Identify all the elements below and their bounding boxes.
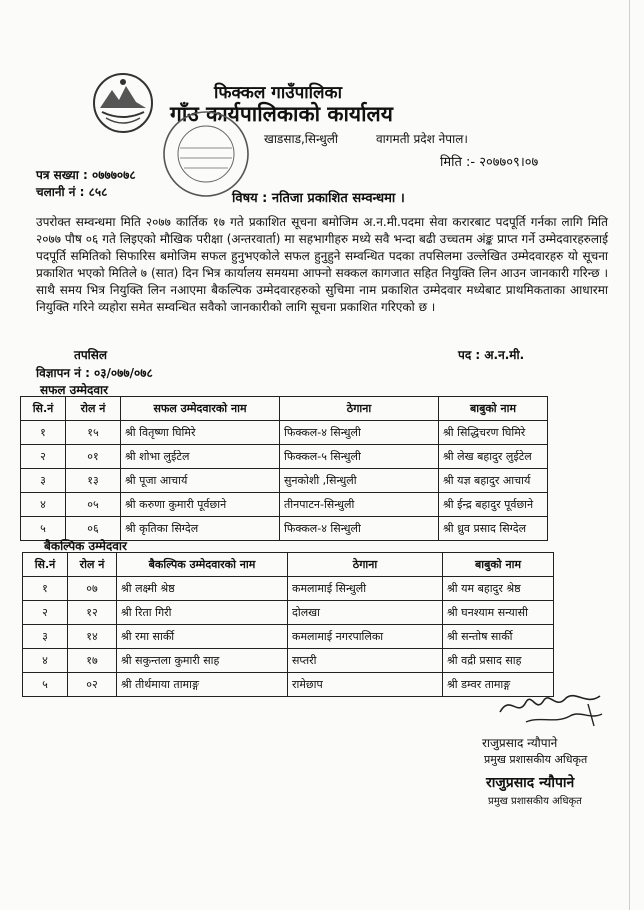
alternate-title: बैकल्पिक उम्मेदवार	[44, 539, 127, 553]
cell-sn: ३	[21, 469, 66, 493]
cell-roll: ०५	[66, 493, 121, 517]
cell-father: श्री सिद्धिचरण घिमिरे	[439, 421, 548, 445]
cell-sn: २	[23, 601, 68, 625]
signatory-name: राजुप्रसाद न्यौपाने	[482, 736, 558, 750]
cell-name: श्री तीर्थमाया तामाङ्ग	[117, 673, 288, 697]
patra-sankhya: पत्र सख्या : ०७७७०७८	[36, 168, 136, 182]
cell-address: सप्तरी	[288, 649, 443, 673]
cell-name: श्री करुणा कुमारी पूर्वछाने	[121, 493, 280, 517]
table-row	[21, 421, 548, 445]
handwritten-signature	[496, 688, 606, 730]
office-title: गाँउ कार्यपालिकाको कार्यालय	[170, 102, 393, 126]
office-address: खाडसाड,सिन्धुली	[264, 132, 338, 146]
successful-title: सफल उम्मेदवार	[40, 383, 109, 397]
signatory-stamp-name: राजुप्रसाद न्यौपाने	[486, 775, 575, 791]
alternate-table	[22, 552, 554, 697]
col-father: बाबुको नाम	[439, 397, 548, 421]
col-roll: रोल नं	[68, 553, 117, 577]
cell-father: श्री ईन्द्र बहादुर पूर्वछाने	[439, 493, 548, 517]
col-address: ठेगाना	[288, 553, 443, 577]
signatory-role: प्रमुख प्रशासकीय अधिकृत	[484, 753, 588, 766]
col-father: बाबुको नाम	[443, 553, 554, 577]
cell-roll: १२	[68, 601, 117, 625]
cell-name: श्री पूजा आचार्य	[121, 469, 280, 493]
nepal-emblem-icon	[92, 72, 154, 134]
table-row	[21, 469, 548, 493]
body-paragraph: उपरोक्त सम्वन्धमा मिति २०७७ कार्तिक १७ गते प्रकाशित सूचना बमोजिम अ.न.मी.पदमा सेवा करारबाट पदपूर्ति गर्नका लागि मिति २०७७ पौष ०६ गते लिइएको मौखिक परीक्षा (अन्तरवार्ता) मा सहभागीहरु मध्ये सवै भन्दा बढी उच्चतम अंङ्क प्राप्त गर्ने उम्मेदवारहरुलाई पदपूर्ति समितिको सिफारिस बमोजिम सफल हुनुभएकोले सफल हुनुहुने सम्वन्धित पदका तपसिलमा उल्लेखित उम्मेदवारहरु यो सूचना प्रकाशित भएको मितिले ७ (सात) दिन भित्र कार्यालय समयमा आफ्नो सक्कल कागजात सहित नियुक्ति लिन आउन जानकारी गरिन्छ । साथै समय भित्र नियुक्ति लिन नआएमा बैकल्पिक उम्मेदवारहरुको सुचिमा नाम प्रकाशित उम्मेदवार मध्येबाट प्राथमिकताका आधारमा नियुक्ति गरिने व्यहोरा समेत सम्वन्धित सवैको जानकारीको लागि सूचना प्रकाशित गरिएको छ ।	[36, 215, 608, 314]
cell-name: श्री सकुन्तला कुमारी साह	[117, 649, 288, 673]
cell-address: रामेछाप	[288, 673, 443, 697]
cell-address: फिक्कल-४ सिन्धुली	[280, 517, 439, 541]
cell-father: श्री ध्रुव प्रसाद सिग्देल	[439, 517, 548, 541]
cell-sn: ५	[21, 517, 66, 541]
cell-address: सुनकोशी ,सिन्धुली	[280, 469, 439, 493]
table-row	[21, 493, 548, 517]
table-row	[23, 673, 554, 697]
cell-address: कमलामाई सिन्धुली	[288, 577, 443, 601]
cell-address: दोलखा	[288, 601, 443, 625]
successful-table	[20, 396, 548, 541]
cell-name: श्री लक्ष्मी श्रेष्ठ	[117, 577, 288, 601]
cell-name: श्री रिता गिरी	[117, 601, 288, 625]
cell-father: श्री वद्री प्रसाद साह	[443, 649, 554, 673]
cell-roll: १४	[68, 625, 117, 649]
cell-name: श्री वितृष्णा घिमिरे	[121, 421, 280, 445]
cell-roll: ०७	[68, 577, 117, 601]
cell-sn: ५	[23, 673, 68, 697]
cell-roll: ०६	[66, 517, 121, 541]
subject-line: विषय : नतिजा प्रकाशित सम्वन्धमा ।	[232, 191, 405, 206]
cell-sn: १	[23, 577, 68, 601]
office-name: फिक्कल गाउँपालिका	[214, 83, 343, 103]
chalani-number: चलानी नं : ८५८	[36, 185, 108, 199]
cell-father: श्री घनश्याम सन्यासी	[443, 601, 554, 625]
signatory-stamp-role: प्रमुख प्रशासकीय अधिकृत	[488, 796, 582, 807]
col-address: ठेगाना	[280, 397, 439, 421]
province: वागमती प्रदेश नेपाल।	[376, 132, 468, 146]
cell-sn: ४	[23, 649, 68, 673]
col-sn: सि.नं	[23, 553, 68, 577]
cell-sn: ३	[23, 625, 68, 649]
table-header-row	[21, 397, 548, 421]
col-name: सफल उम्मेदवारको नाम	[121, 397, 280, 421]
cell-name: श्री रमा सार्की	[117, 625, 288, 649]
col-name: बैकल्पिक उम्मेदवारको नाम	[117, 553, 288, 577]
cell-father: श्री यज्ञ बहादुर आचार्य	[439, 469, 548, 493]
cell-sn: १	[21, 421, 66, 445]
cell-roll: १५	[66, 421, 121, 445]
cell-father: श्री डम्वर तामाङ्ग	[443, 673, 554, 697]
table-row	[21, 445, 548, 469]
cell-sn: ४	[21, 493, 66, 517]
col-roll: रोल नं	[66, 397, 121, 421]
vigyapan-number: विज्ञापन नं : ०३/०७७/०७८	[36, 366, 153, 380]
office-stamp	[160, 108, 252, 200]
cell-address: फिक्कल-४ सिन्धुली	[280, 421, 439, 445]
cell-sn: २	[21, 445, 66, 469]
page-edge	[629, 0, 630, 910]
cell-address: फिक्कल-५ सिन्धुली	[280, 445, 439, 469]
table-row	[23, 625, 554, 649]
cell-name: श्री कृतिका सिग्देल	[121, 517, 280, 541]
cell-address: तीनपाटन-सिन्धुली	[280, 493, 439, 517]
cell-name: श्री शोभा लुईटेल	[121, 445, 280, 469]
cell-address: कमलामाई नगरपालिका	[288, 625, 443, 649]
cell-roll: ०२	[68, 673, 117, 697]
post-label: पद : अ.न.मी.	[458, 348, 525, 362]
col-sn: सि.नं	[21, 397, 66, 421]
cell-roll: १७	[68, 649, 117, 673]
table-row	[23, 649, 554, 673]
cell-father: श्री लेख बहादुर लुईटेल	[439, 445, 548, 469]
date-line: मिति :- २०७७०९।०७	[440, 155, 539, 170]
cell-roll: ०१	[66, 445, 121, 469]
table-row	[23, 601, 554, 625]
cell-father: श्री यम बहादुर श्रेष्ठ	[443, 577, 554, 601]
cell-father: श्री सन्तोष सार्की	[443, 625, 554, 649]
table-header-row	[23, 553, 554, 577]
table-row	[23, 577, 554, 601]
cell-roll: १३	[66, 469, 121, 493]
tapasil-label: तपसिल	[74, 348, 108, 362]
